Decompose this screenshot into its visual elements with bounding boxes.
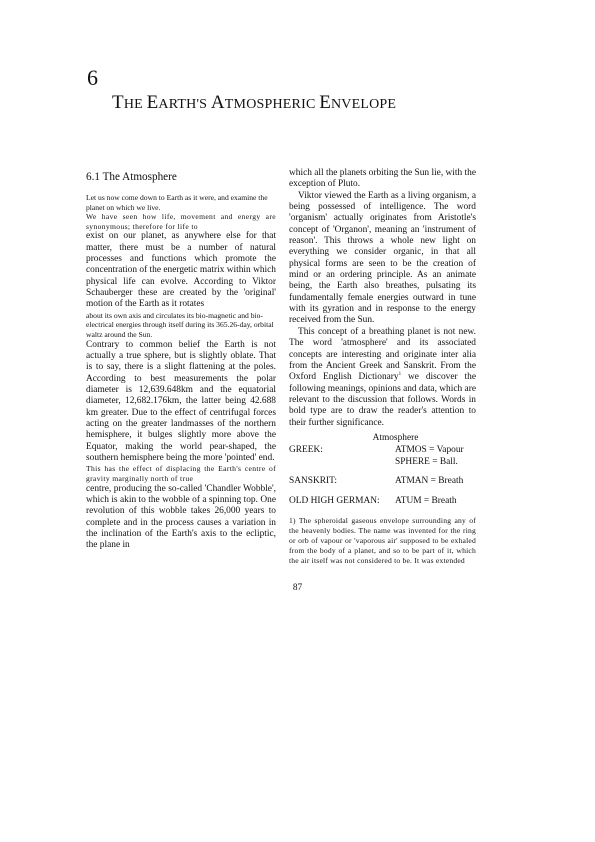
word-meaning: ATMOS = Vapour xyxy=(395,444,464,455)
title-rest: TMOSPHERIC xyxy=(224,97,320,112)
language-label: GREEK: xyxy=(289,444,323,455)
chapter-title xyxy=(112,91,512,116)
footnote-marker: 1 xyxy=(398,372,402,378)
table-title: Atmosphere xyxy=(372,432,419,443)
title-initial: E xyxy=(146,92,159,113)
language-label xyxy=(289,457,395,469)
page-number: 87 xyxy=(292,583,303,593)
title-initial: E xyxy=(319,92,331,113)
title-rest: NVELOPE xyxy=(331,97,397,112)
title-initial: A xyxy=(210,92,225,113)
word-meaning: ATMAN = Breath xyxy=(395,476,464,487)
paragraph: which all the planets orbiting the Sun lie, with the exception of Pluto. xyxy=(289,168,476,190)
table-row xyxy=(289,476,476,488)
table-row xyxy=(289,457,476,469)
paragraph: exist on our planet, as anywhere else for that matter, there must be a number of natural processes and functions which promote the concentration of the energetic matrix within which physical life can evolve. According to Viktor Schauberger these are created by the 'original' motion of the Earth as it rotates xyxy=(86,231,276,310)
paragraph: about its own axis and circulates its bio-magnetic and bio-electrical energies through itself during its 365.26-day, orbital waltz around the Sun. xyxy=(86,310,274,339)
title-rest: HE xyxy=(123,97,147,112)
paragraph-text: we discover the following meanings, opinions and data, which are relevant to the discussion that follows. Words in bold type are to draw the reader's attention to their further significance. xyxy=(289,372,476,428)
right-column xyxy=(289,168,476,573)
chapter-number: 6 xyxy=(87,65,98,90)
table-row xyxy=(289,445,476,457)
language-label: SANSKRIT: xyxy=(289,476,337,487)
title-initial: T xyxy=(112,92,124,113)
paragraph: Contrary to common belief the Earth is not actually a true sphere, but is slightly oblate. That is to say, there is a slight flattening at the poles. According to best measurements the polar diameter is 12,639.648km and the equatorial diameter, 12,682.176km, the latter being 42.688 km greater. Due to the effect of centrifugal forces acting on the greater landmasses of the northern hemisphere, it bulges slightly more above the Equator, making the world pear-shaped, the southern hemisphere being the more 'pointed' end. xyxy=(86,339,276,463)
language-label: OLD HIGH GERMAN: xyxy=(289,496,380,507)
left-column xyxy=(86,168,276,552)
paragraph: We have seen how life, movement and energy are synonymous; therefore for life to xyxy=(86,212,276,231)
paragraph xyxy=(289,327,476,429)
paragraph: centre, producing the so-called 'Chandler Wobble', which is akin to the wobble of a spinning top. One revolution of this wobble takes 26,000 years to complete and in the process causes a variation in the inclination of the Earth's axis to the ecliptic, the plane in xyxy=(86,483,276,551)
paragraph-text: This concept of a breathing planet is not new. The word 'atmosphere' and its associated concepts are interesting and originate inter alia from the Ancient Greek and Sanskrit. From the Oxford English Dictionary xyxy=(289,326,476,383)
etymology-table xyxy=(289,433,476,508)
paragraph: This has the effect of displacing the Earth's centre of gravity marginally north of true xyxy=(86,464,276,483)
title-rest: ARTH'S xyxy=(158,97,211,112)
footnote: 1) The spheroidal gaseous envelope surrounding any of the heavenly bodies. The name was invented for the ring or orb of vapour or 'vaporous air' supposed to be exhaled from the body of a planet, and so to be part of it, which the air itself was not considered to be. It was extended xyxy=(289,515,476,565)
table-row xyxy=(289,496,476,508)
word-meaning: SPHERE = Ball. xyxy=(395,456,458,467)
word-meaning: ATUM = Breath xyxy=(395,496,457,507)
paragraph: Viktor viewed the Earth as a living organism, a being possessed of intelligence. The word 'organism' actually originates from Aristotle's concept of 'Organon', meaning an 'instrument of reason'. This throws a whole new light on everything we consider organic, in that all physical forms are seen to be the creation of mind or an ordering principle. As an animate being, the Earth also breathes, pulsating its fundamentally female energies outward in tune with its gyration and in response to the energy received from the Sun. xyxy=(289,190,476,326)
paragraph: Let us now come down to Earth as it were, and examine the planet on which we live. xyxy=(86,193,268,212)
section-heading: 6.1 The Atmosphere xyxy=(86,171,177,183)
